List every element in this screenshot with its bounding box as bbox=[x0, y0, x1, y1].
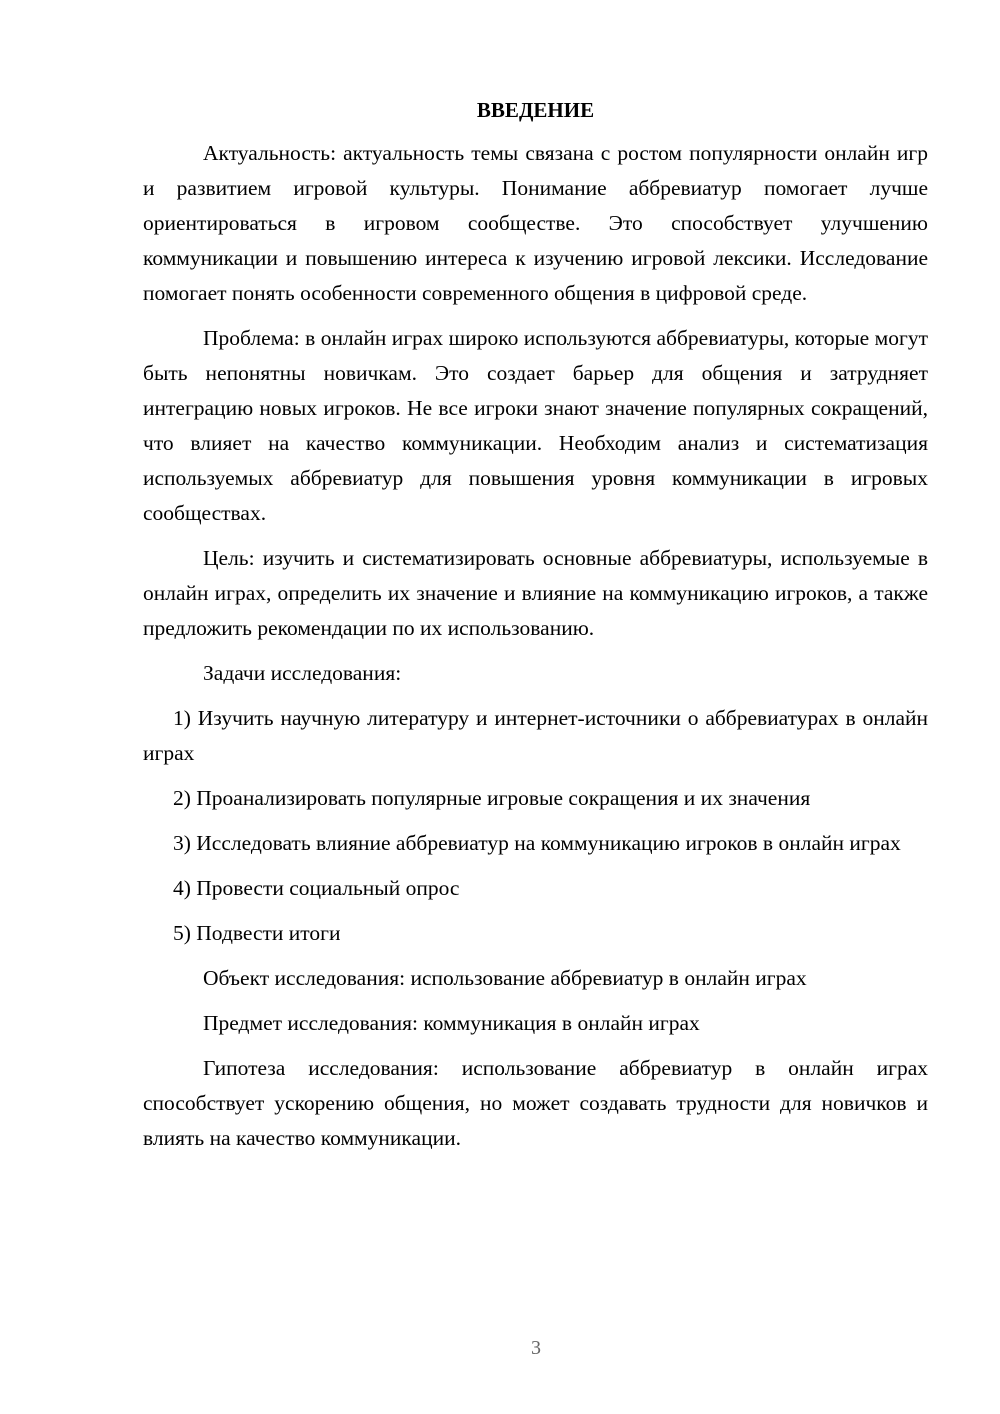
document-body bbox=[143, 94, 928, 1156]
tasks-heading: Задачи исследования: bbox=[203, 661, 402, 685]
hypothesis-paragraph: Гипотеза исследования: использование аббревиатур в онлайн играх способствует ускорению общения, но может создавать трудности для новичков и влиять на качество коммуникации. bbox=[143, 1056, 928, 1150]
subject-paragraph: Предмет исследования: коммуникация в онлайн играх bbox=[203, 1011, 700, 1035]
task-item: 2) Проанализировать популярные игровые сокращения и их значения bbox=[173, 786, 811, 810]
relevance-paragraph: Актуальность: актуальность темы связана с ростом популярности онлайн игр и развитием игровой культуры. Понимание аббревиатур помогает лучше ориентироваться в игровом сообществе. Это способствует улучшению коммуникации и повышению интереса к изучению игровой лексики. Исследование помогает понять особенности современного общения в цифровой среде. bbox=[143, 141, 928, 305]
problem-paragraph: Проблема: в онлайн играх широко используются аббревиатуры, которые могут быть непонятны новичкам. Это создает барьер для общения и затрудняет интеграцию новых игроков. Не все игроки знают значение популярных сокращений, что влияет на качество коммуникации. Необходим анализ и систематизация используемых аббревиатур для повышения уровня коммуникации в игровых сообществах. bbox=[143, 326, 928, 525]
task-item: 4) Провести социальный опрос bbox=[173, 876, 460, 900]
object-paragraph: Объект исследования: использование аббревиатур в онлайн играх bbox=[203, 966, 807, 990]
page-number: 3 bbox=[531, 1337, 541, 1359]
goal-paragraph: Цель: изучить и систематизировать основные аббревиатуры, используемые в онлайн играх, определить их значение и влияние на коммуникацию игроков, а также предложить рекомендации по их использованию. bbox=[143, 546, 928, 640]
section-title: ВВЕДЕНИЕ bbox=[476, 98, 595, 122]
task-item: 3) Исследовать влияние аббревиатур на коммуникацию игроков в онлайн играх bbox=[173, 831, 901, 855]
task-item: 5) Подвести итоги bbox=[173, 921, 341, 945]
task-item: 1) Изучить научную литературу и интернет-источники о аббревиатурах в онлайн играх bbox=[143, 706, 928, 765]
